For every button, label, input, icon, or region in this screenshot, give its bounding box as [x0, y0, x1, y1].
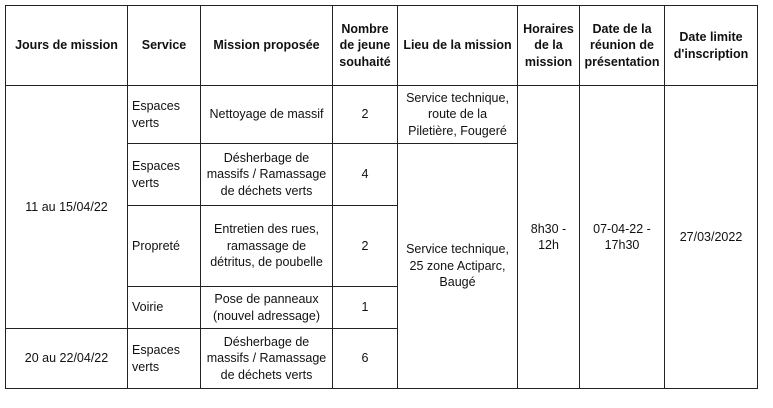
mission-table-container	[5, 5, 758, 389]
service-cell: Voirie	[128, 287, 201, 329]
nombre-cell: 4	[333, 144, 398, 206]
header-limite: Date limite d'inscription	[665, 6, 758, 86]
lieu-cell: Service technique, 25 zone Actiparc, Baugé	[398, 144, 518, 389]
period-cell: 11 au 15/04/22	[6, 86, 128, 329]
header-jours: Jours de mission	[6, 6, 128, 86]
header-service: Service	[128, 6, 201, 86]
horaires-cell: 8h30 - 12h	[518, 86, 580, 389]
nombre-cell: 2	[333, 86, 398, 144]
reunion-cell: 07-04-22 - 17h30	[580, 86, 665, 389]
header-row	[6, 6, 758, 86]
service-cell: Espaces verts	[128, 86, 201, 144]
service-cell: Propreté	[128, 206, 201, 287]
service-cell: Espaces verts	[128, 329, 201, 389]
header-lieu: Lieu de la mission	[398, 6, 518, 86]
nombre-cell: 1	[333, 287, 398, 329]
nombre-cell: 6	[333, 329, 398, 389]
header-horaires: Horaires de la mission	[518, 6, 580, 86]
mission-table	[5, 5, 758, 389]
nombre-cell: 2	[333, 206, 398, 287]
header-nombre: Nombre de jeune souhaité	[333, 6, 398, 86]
mission-cell: Nettoyage de massif	[201, 86, 333, 144]
table-row	[6, 86, 758, 144]
mission-cell: Désherbage de massifs / Ramassage de déchets verts	[201, 144, 333, 206]
header-mission: Mission proposée	[201, 6, 333, 86]
lieu-cell: Service technique, route de la Piletière, Fougeré	[398, 86, 518, 144]
limite-cell: 27/03/2022	[665, 86, 758, 389]
header-reunion: Date de la réunion de présentation	[580, 6, 665, 86]
mission-cell: Pose de panneaux (nouvel adressage)	[201, 287, 333, 329]
service-cell: Espaces verts	[128, 144, 201, 206]
mission-cell: Désherbage de massifs / Ramassage de déchets verts	[201, 329, 333, 389]
mission-cell: Entretien des rues, ramassage de détritus, de poubelle	[201, 206, 333, 287]
period-cell: 20 au 22/04/22	[6, 329, 128, 389]
